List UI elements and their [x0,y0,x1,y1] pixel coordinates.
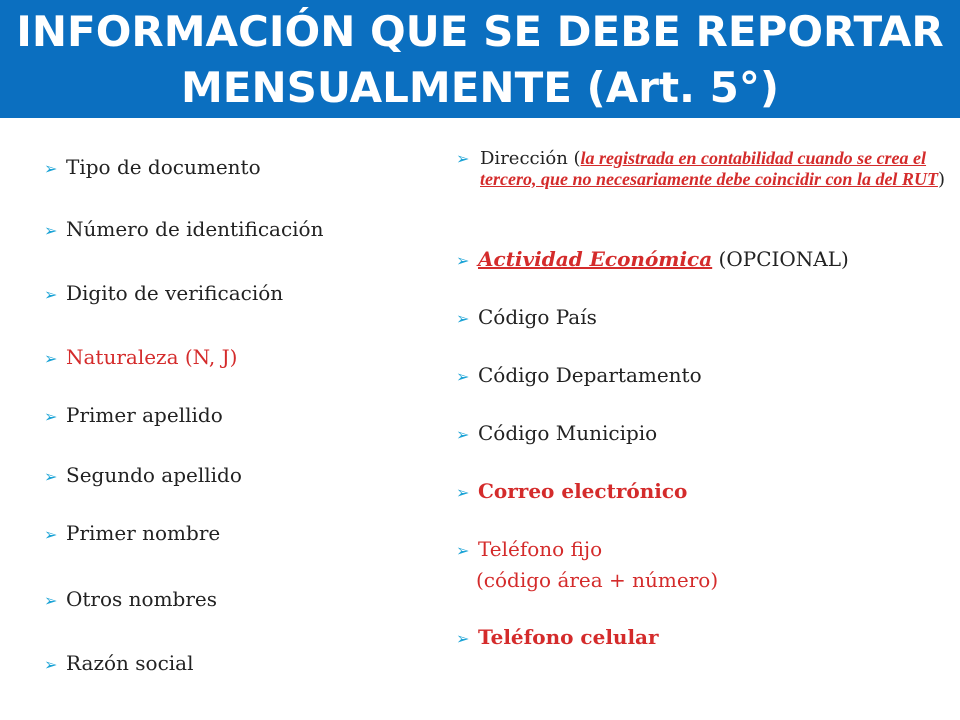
list-item-economic-activity [456,248,849,272]
arrow-bullet-icon: ➢ [456,629,470,648]
economic-activity-suffix: (OPCIONAL) [712,247,849,271]
arrow-bullet-icon: ➢ [456,149,470,168]
item-label: Tipo de documento [66,155,261,179]
address-close: ) [937,169,945,190]
list-item-email [456,480,687,504]
list-item-nature [44,346,237,370]
item-label: Código Municipio [478,421,658,445]
list-item-verification-digit [44,282,283,306]
title-line-2: MENSUALMENTE (Art. 5°) [180,63,780,112]
arrow-bullet-icon: ➢ [44,525,58,544]
arrow-bullet-icon: ➢ [456,367,470,386]
page-title [0,4,960,116]
arrow-bullet-icon: ➢ [44,221,58,240]
item-label: Código Departamento [478,363,702,387]
item-label: Otros nombres [66,587,218,611]
landline-note: (código área + número) [476,568,719,592]
title-bar [0,0,960,118]
arrow-bullet-icon: ➢ [44,159,58,178]
item-label: Número de identificación [66,217,324,241]
address-detail: la registrada en contabilidad cuando se crea el tercero, que no necesariamente debe coincidir con la del RUT [480,148,938,189]
list-item-municipality-code [456,422,657,446]
list-item-business-name [44,652,193,676]
arrow-bullet-icon: ➢ [44,655,58,674]
arrow-bullet-icon: ➢ [44,591,58,610]
list-item-first-surname [44,404,223,428]
item-label: Primer apellido [66,403,223,427]
arrow-bullet-icon: ➢ [44,349,58,368]
address-text [480,148,956,190]
economic-activity-label: Actividad Económica [478,247,713,271]
item-label: Naturaleza (N, J) [66,345,238,369]
item-label: Razón social [66,651,194,675]
list-item-landline [456,538,602,562]
list-item-country-code [456,306,597,330]
list-item-document-type [44,156,261,180]
address-label: Dirección ( [480,148,581,169]
item-label: Digito de verificación [66,281,284,305]
item-label: Segundo apellido [66,463,242,487]
list-item-department-code [456,364,702,388]
arrow-bullet-icon: ➢ [44,285,58,304]
item-label: Código País [478,305,597,329]
list-item-mobile [456,626,659,650]
list-item-address [456,148,956,190]
arrow-bullet-icon: ➢ [44,467,58,486]
arrow-bullet-icon: ➢ [456,483,470,502]
list-item-first-name [44,522,220,546]
list-item-second-surname [44,464,242,488]
arrow-bullet-icon: ➢ [44,407,58,426]
arrow-bullet-icon: ➢ [456,541,470,560]
list-item-id-number [44,218,323,242]
item-label: Primer nombre [66,521,221,545]
arrow-bullet-icon: ➢ [456,251,470,270]
list-item-other-names [44,588,217,612]
arrow-bullet-icon: ➢ [456,425,470,444]
arrow-bullet-icon: ➢ [456,309,470,328]
item-label: Teléfono celular [478,625,659,649]
item-label: Teléfono fijo [478,537,603,561]
item-label: Correo electrónico [478,479,688,503]
title-line-1: INFORMACIÓN QUE SE DEBE REPORTAR [16,7,944,56]
